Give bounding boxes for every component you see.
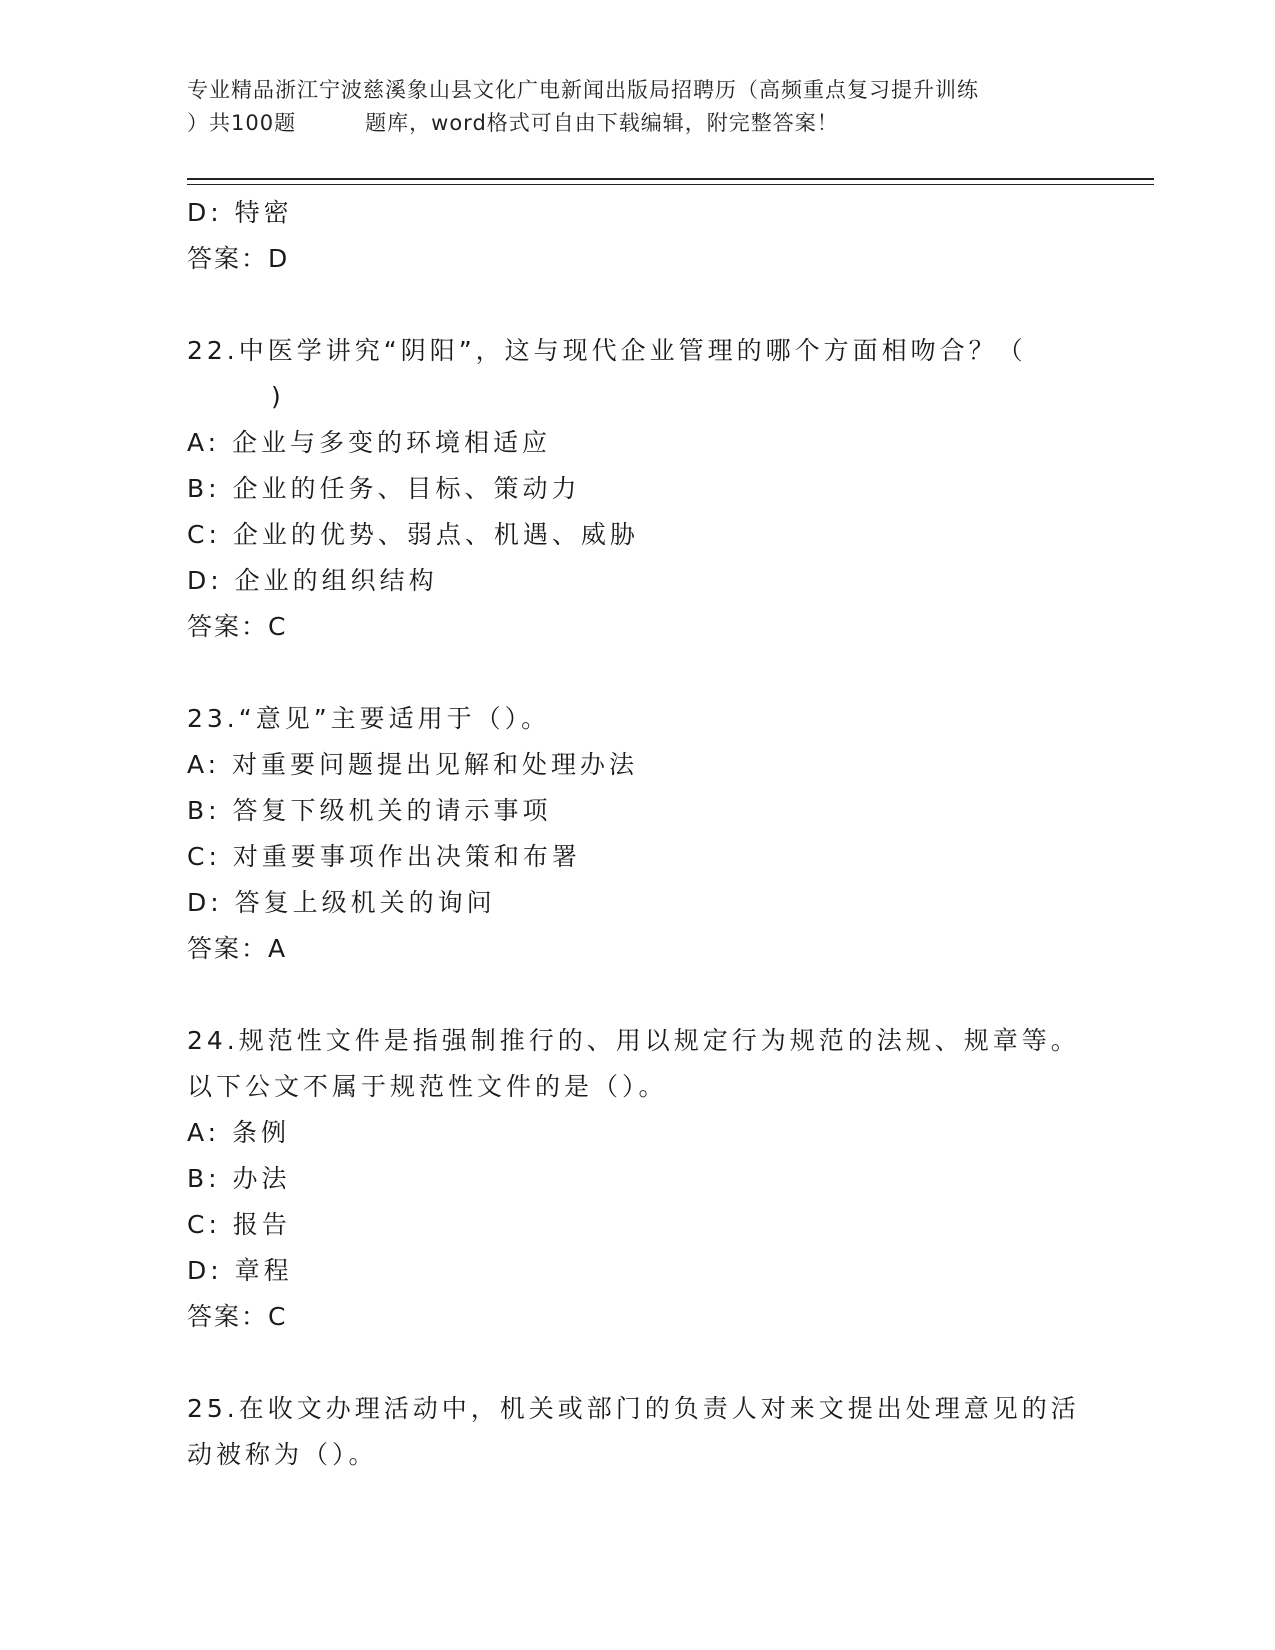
question-25-stem: 25.在收文办理活动中，机关或部门的负责人对来文提出处理意见的活 [187,1394,1080,1423]
question-22-option-d: D: 企业的组织结构 [187,566,438,595]
question-23-option-b: B: 答复下级机关的请示事项 [187,796,552,825]
question-23-option-d: D: 答复上级机关的询问 [187,888,496,917]
question-23-option-a: A: 对重要问题提出见解和处理办法 [187,750,639,779]
question-23-answer: 答案：A [187,934,288,963]
header-rule-thick [187,178,1154,180]
question-24-stem: 24.规范性文件是指强制推行的、用以规定行为规范的法规、规章等。 [187,1026,1080,1055]
prev-answer: 答案：D [187,244,290,273]
header-line-1: 专业精品浙江宁波慈溪象山县文化广电新闻出版局招聘历（高频重点复习提升训练 [187,78,979,102]
question-24-option-b: B: 办法 [187,1164,291,1193]
question-24-answer: 答案：C [187,1302,288,1331]
question-22-stem-cont: ) [271,382,285,411]
question-22-stem: 22.中医学讲究“阴阳”，这与现代企业管理的哪个方面相吻合？（ [187,336,1027,365]
spacer [187,282,1087,328]
question-23-option-c: C: 对重要事项作出决策和布署 [187,842,581,871]
spacer [187,1340,1087,1386]
question-22-option-c: C: 企业的优势、弱点、机遇、威胁 [187,520,639,549]
question-24-option-c: C: 报告 [187,1210,291,1239]
question-22-option-b: B: 企业的任务、目标、策动力 [187,474,581,503]
question-22-option-a: A: 企业与多变的环境相适应 [187,428,552,457]
spacer [187,972,1087,1018]
spacer [187,650,1087,696]
document-header [187,74,1087,140]
question-23-stem: 23.“意见”主要适用于（）。 [187,704,551,733]
header-line-2: ）共100题 题库，word格式可自由下载编辑，附完整答案！ [187,111,839,135]
question-24-option-a: A: 条例 [187,1118,291,1147]
question-25-stem-cont: 动被称为（）。 [187,1440,378,1469]
question-24-stem-cont: 以下公文不属于规范性文件的是（）。 [187,1072,668,1101]
question-22-answer: 答案：C [187,612,288,641]
header-rule-thin [187,184,1154,185]
prev-option-d: D: 特密 [187,198,293,227]
question-24-option-d: D: 章程 [187,1256,293,1285]
question-list [187,190,1087,1478]
